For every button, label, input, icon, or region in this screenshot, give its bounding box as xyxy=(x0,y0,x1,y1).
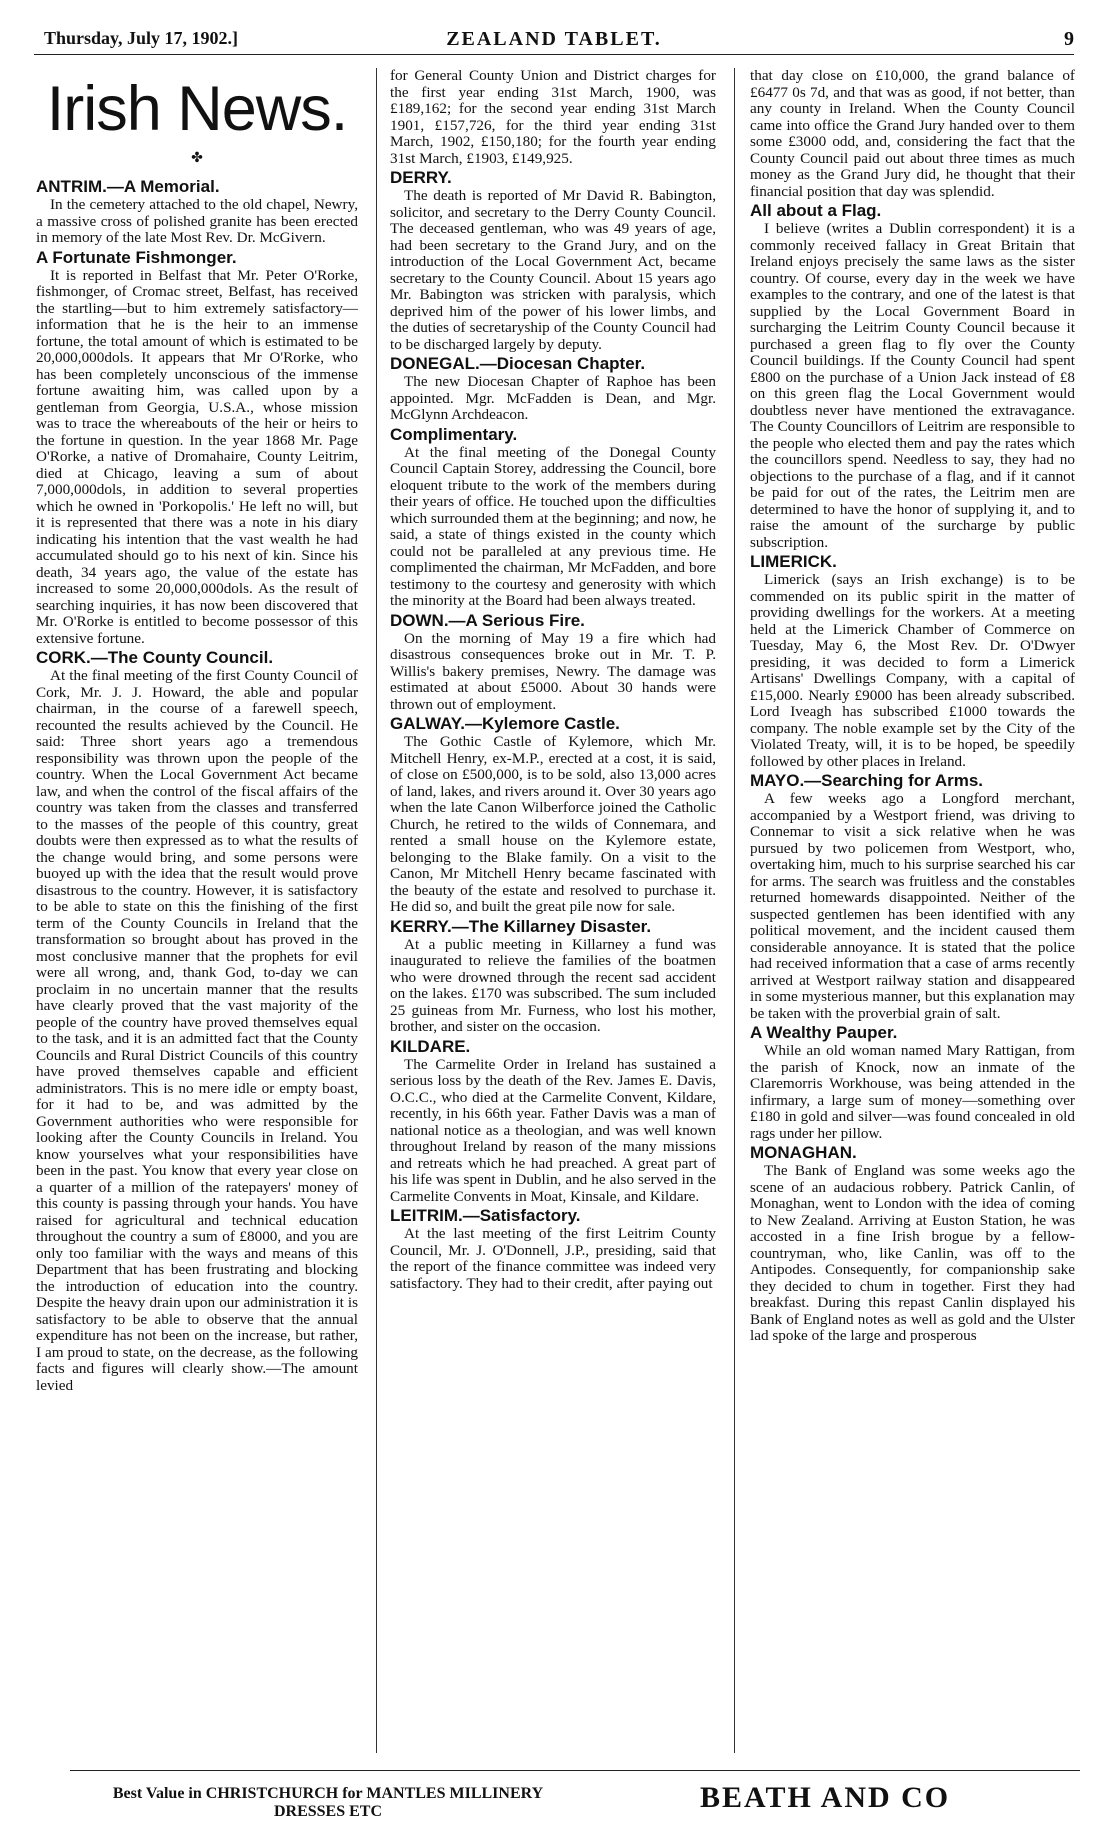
article-paragraph: On the morning of May 19 a fire which had disastrous consequences broke out in Mr. T. P. Willis's bakery premises, Newry. The damage was estimated at about £5000. About 30 hands were thrown out of employment. xyxy=(390,629,716,713)
article xyxy=(390,715,716,916)
ornament-icon: ✤ xyxy=(191,151,203,166)
column-divider xyxy=(376,68,377,1753)
ad-line-1: Best Value in CHRISTCHURCH for MANTLES MILLINERY xyxy=(112,1785,544,1802)
article-heading: GALWAY.—Kylemore Castle. xyxy=(390,714,620,733)
article-paragraph: At the last meeting of the first Leitrim County Council, Mr. J. O'Donnell, J.P., presiding, said that the report of the finance committee was indeed very satisfactory. They had to their credit, after paying out xyxy=(390,1225,716,1292)
article xyxy=(36,649,358,1394)
article-paragraph: The death is reported of Mr David R. Babington, solicitor, and secretary to the Derry County Council. The deceased gentleman, who was 49 years of age, had been secretary to the Grand Jury, and on the introduction of the Local Government Act, became secretary to the County Council. About 15 years ago Mr. Babington was stricken with paralysis, which deprived him of the power of his lower limbs, and the duties of secretaryship of the County Council had to be discharged largely by deputy. xyxy=(390,187,716,353)
article xyxy=(390,355,716,424)
article-heading: LEITRIM.—Satisfactory. xyxy=(390,1206,581,1225)
article-paragraph: The new Diocesan Chapter of Raphoe has been appointed. Mgr. McFadden is Dean, and Mgr. McGlynn Archdeacon. xyxy=(390,373,716,423)
article-heading: KERRY.—The Killarney Disaster. xyxy=(390,916,652,936)
article-paragraph: At the final meeting of the Donegal County Council Captain Storey, addressing the Council, bore eloquent tribute to the work of the members during their years of office. He touched upon the difficulties which surrounded them at the beginning; and now, he said, a state of things existed in the county which could not be paralleled at any previous time. He complimented the chairman, Mr McFadden, and bore testimony to the courtesy and generosity with which the minority at the Board had been always treated. xyxy=(390,443,716,609)
column-1-articles xyxy=(36,178,358,1394)
article-heading: KILDARE. xyxy=(390,1036,471,1056)
article-heading: MONAGHAN. xyxy=(750,1143,857,1162)
ad-line-2: DRESSES ETC xyxy=(273,1803,383,1820)
page-number: 9 xyxy=(1064,28,1074,50)
article-paragraph: for General County Union and District charges for the first year ending 31st March, 1900, was £189,162; for the second year ending 31st March 1901, £157,726, for the third year ending 31st March, 1902, £150,180; for the fourth year ending 31st March, £1903, £149,925. xyxy=(390,68,716,167)
article-paragraph: In the cemetery attached to the old chapel, Newry, a massive cross of polished granite has been erected in memory of the late Most Rev. Dr. McGivern. xyxy=(36,196,358,246)
issue-date: Thursday, July 17, 1902.] xyxy=(44,28,239,48)
newspaper-title: ZEALAND TABLET. xyxy=(446,28,662,50)
article-paragraph: At the final meeting of the first County Council of Cork, Mr. J. J. Howard, the able and popular chairman, in the course of a farewell speech, recounted the results achieved by the Council. He said: Three short years ago a tremendous responsibility was thrown upon the people of the country. When the Local Government Act became law, and when the control of the fiscal affairs of the country was taken from the classes and transferred to the masses of the people of this country, great doubts were then expressed as to what the results of the change would bring, and some persons were buoyed up with the idea that the result would prove disastrous to the country. However, it is satisfactory to be able to state on this the finishing of the first term of the County Councils in Ireland that the transformation so brought about has proved in the most conclusive manner that the prophets for evil were all wrong, and, thank God, to-day we can proclaim in no uncertain manner that the results have clearly proved that the vast majority of the people of the country have proved themselves equal to the task, and it is an admitted fact that the County Councils and Rural District Councils of this country have proved themselves capable and efficient administrators. This is no mere idle or empty boast, for it had to be, and was admitted by the Government authorities who were responsible for looking after the County Councils in Ireland. You know yourselves what your responsibilities have been in the past. You know that every year close on a quarter of a million of the ratepayers' money of this county is passing through your hands. You have raised for agricultural and technical education throughout the country a sum of £8000, and you are only too familiar with the ways and means of this Department that has been frustrating and blocking the introduction of education into the country. Despite the heavy drain upon our administration it is satisfactory to be able to observe that the annual expenditure has not been on the increase, but rather, I am proud to state, on the decrease, as the following facts and figures will clearly show.—The amount levied xyxy=(36,667,358,1394)
article-paragraph: I believe (writes a Dublin correspondent) it is a commonly received fallacy in Great Britain that Ireland enjoys precisely the same laws as the sister country. Of course, every day in the week we have examples to the contrary, and one of the latest is that supplied by the Local Government Board in surcharging the Leitrim County Council because it purchased a green flag to fly over the County Council buildings. If the County Council had spent £800 on the purchase of a Union Jack instead of £8 on this green flag the Local Government would doubtless never have mentioned the extravagance. The County Councillors of Leitrim are responsible to the people who elected them and pay the rates which the councillors spend. Needless to say, they had no objections to the purchase of a flag, and if it cannot be paid for out of the rates, the Leitrim men are determined to have the honor of supplying it, and to raise the amount of the surcharge by public subscription. xyxy=(750,220,1075,551)
article xyxy=(390,918,716,1036)
section-title: Irish News. xyxy=(46,74,348,144)
ad-text xyxy=(108,1785,548,1821)
article-heading: ANTRIM.—A Memorial. xyxy=(36,177,220,196)
article xyxy=(390,68,716,167)
column-2 xyxy=(390,68,716,1753)
column-1 xyxy=(36,68,358,1753)
article-paragraph: The Gothic Castle of Kylemore, which Mr. Mitchell Henry, ex-M.P., erected at a cost, it is said, of close on £500,000, is to be sold, also 13,000 acres of land, lakes, and rivers around it. Over 30 years ago when the late Canon Wilberforce joined the Catholic Church, he retired to the wilds of Connemara, and rented a small house on the Kylemore estate, belonging to the Blake family. On a visit to the Canon, Mr Mitchell Henry became fascinated with the beauty of the estate and resolved to purchase it. He did so, and built the great pile now for sale. xyxy=(390,733,716,915)
article xyxy=(750,1024,1075,1142)
article-heading: DONEGAL.—Diocesan Chapter. xyxy=(390,354,646,373)
page-header xyxy=(34,24,1074,55)
article-paragraph: that day close on £10,000, the grand balance of £6477 0s 7d, and that was as good, if not better, than any county in Ireland. When the County Council came into office the Grand Jury handed over to them some £3000 odd, and, considering the fact that the County Council paid out about three times as much money as the Grand Jury did, he thought that their financial position that day was splendid. xyxy=(750,68,1075,200)
article xyxy=(36,249,358,648)
article xyxy=(36,178,358,247)
article-heading: DOWN.—A Serious Fire. xyxy=(390,610,585,630)
article xyxy=(390,169,716,353)
article xyxy=(750,202,1075,551)
article xyxy=(390,612,716,714)
article-paragraph: It is reported in Belfast that Mr. Peter O'Rorke, fishmonger, of Cromac street, Belfast, has received the startling—but to him extremely satisfactory—information that he is the heir to an immense fortune, the total amount of which is estimated to be 20,000,000dols. It appears that Mr O'Rorke, who has been completely unconscious of the immense fortune awaiting him, was called upon by a gentleman from Georgia, U.S.A., whose mission was to trace the whereabouts of the heir or heirs to the fortune in question. In the year 1868 Mr. Page O'Rorke, a native of Dromahaire, County Leitrim, died at Chicago, leaving a sum of about 7,000,000dols, in addition to several properties which he owned in 'Porkopolis.' He left no will, but it is represented that there was a note in his diary indicating his intention that the vast wealth he had accumulated should go to his next of kin. Since his death, 34 years ago, the value of the estate has increased to some 20,000,000dols. As the result of searching inquiries, it has now been discovered that Mr. O'Rorke is entitled to become possessor of this extensive fortune. xyxy=(36,266,358,647)
column-2-articles xyxy=(390,68,716,1292)
article xyxy=(390,1038,716,1206)
article-heading: A Wealthy Pauper. xyxy=(750,1023,898,1042)
advertisement-footer xyxy=(70,1770,1080,1831)
article xyxy=(390,426,716,610)
article-heading: DERRY. xyxy=(390,168,452,187)
article-paragraph: The Bank of England was some weeks ago the scene of an audacious robbery. Patrick Canlin, of Monaghan, went to London with the idea of coming to New Zealand. Arriving at Euston Station, he was accosted in a fine Irish brogue by a fellow-countryman, who, like Canlin, was off to the Antipodes. Consequently, for companionship sake they decided to chum in together. First they had breakfast. During this repast Canlin displayed his Bank of England notes as well as gold and the Ulster lad spoke of the large and prosperous xyxy=(750,1162,1075,1344)
article-heading: MAYO.—Searching for Arms. xyxy=(750,771,984,790)
article xyxy=(750,68,1075,200)
article-heading: CORK.—The County Council. xyxy=(36,648,274,667)
article-heading: LIMERICK. xyxy=(750,552,837,571)
article-paragraph: At a public meeting in Killarney a fund was inaugurated to relieve the families of the boatmen who were drowned through the recent sad accident on the lakes. £170 was subscribed. The sum included 25 guineas from Mr. Furness, who lost his mother, brother, and sister on the occasion. xyxy=(390,935,716,1035)
article xyxy=(750,772,1075,1022)
column-divider xyxy=(734,68,735,1753)
article-paragraph: Limerick (says an Irish exchange) is to be commended on its public spirit in the matter of providing dwellings for the workers. At a meeting held at the Limerick Chamber of Commerce on Tuesday, May 6, the Most Rev. Dr. O'Dwyer presiding, it was decided to form a Limerick Artisans' Dwellings Company, with a capital of £15,000. Nearly £9000 has been already subscribed. Lord Iveagh has subscribed £1000 towards the company. The noble example set by the City of the Violated Treaty, will, it is to be hoped, be speedily followed by other places in Ireland. xyxy=(750,571,1075,770)
column-3-articles xyxy=(750,68,1075,1345)
article-heading: Complimentary. xyxy=(390,424,518,444)
article-paragraph: A few weeks ago a Longford merchant, accompanied by a Westport friend, was driving to Connemar to visit a sick relative when he was pursued by two policemen from Westport, who, overtaking him, much to his surprise searched his car for arms. The search was fruitless and the constables returned homewards disappointed. Neither of the suspected gentlemen has been identified with any political movement, and the incident caused them considerable annoyance. It is stated that the police had received information that a case of arms recently arrived at Westport railway station and disappeared in some mysterious manner, but this explanation may be taken with the proverbial grain of salt. xyxy=(750,790,1075,1022)
article-paragraph: The Carmelite Order in Ireland has sustained a serious loss by the death of the Rev. James E. Davis, O.C.C., who died at the Carmelite Convent, Kildare, recently, in his 66th year. Father Davis was a man of national notice as a theologian, and was well known throughout Ireland by reason of the many missions and retreats which he had preached. A great part of his life was spent in Dublin, and he also served in the Carmelite Convents in Moat, Kinsale, and Kildare. xyxy=(390,1055,716,1205)
article xyxy=(750,1144,1075,1345)
article xyxy=(390,1207,716,1292)
ad-brand: BEATH AND CO xyxy=(700,1781,951,1814)
article-paragraph: While an old woman named Mary Rattigan, from the parish of Knock, now an inmate of the Claremorris Workhouse, was being attended in the infirmary, a large sum of money—something over £180 in gold and silver—was found concealed in old rags under her pillow. xyxy=(750,1042,1075,1142)
article-heading: A Fortunate Fishmonger. xyxy=(36,247,237,267)
article xyxy=(750,553,1075,770)
column-3 xyxy=(750,68,1075,1753)
article-heading: All about a Flag. xyxy=(750,201,882,220)
